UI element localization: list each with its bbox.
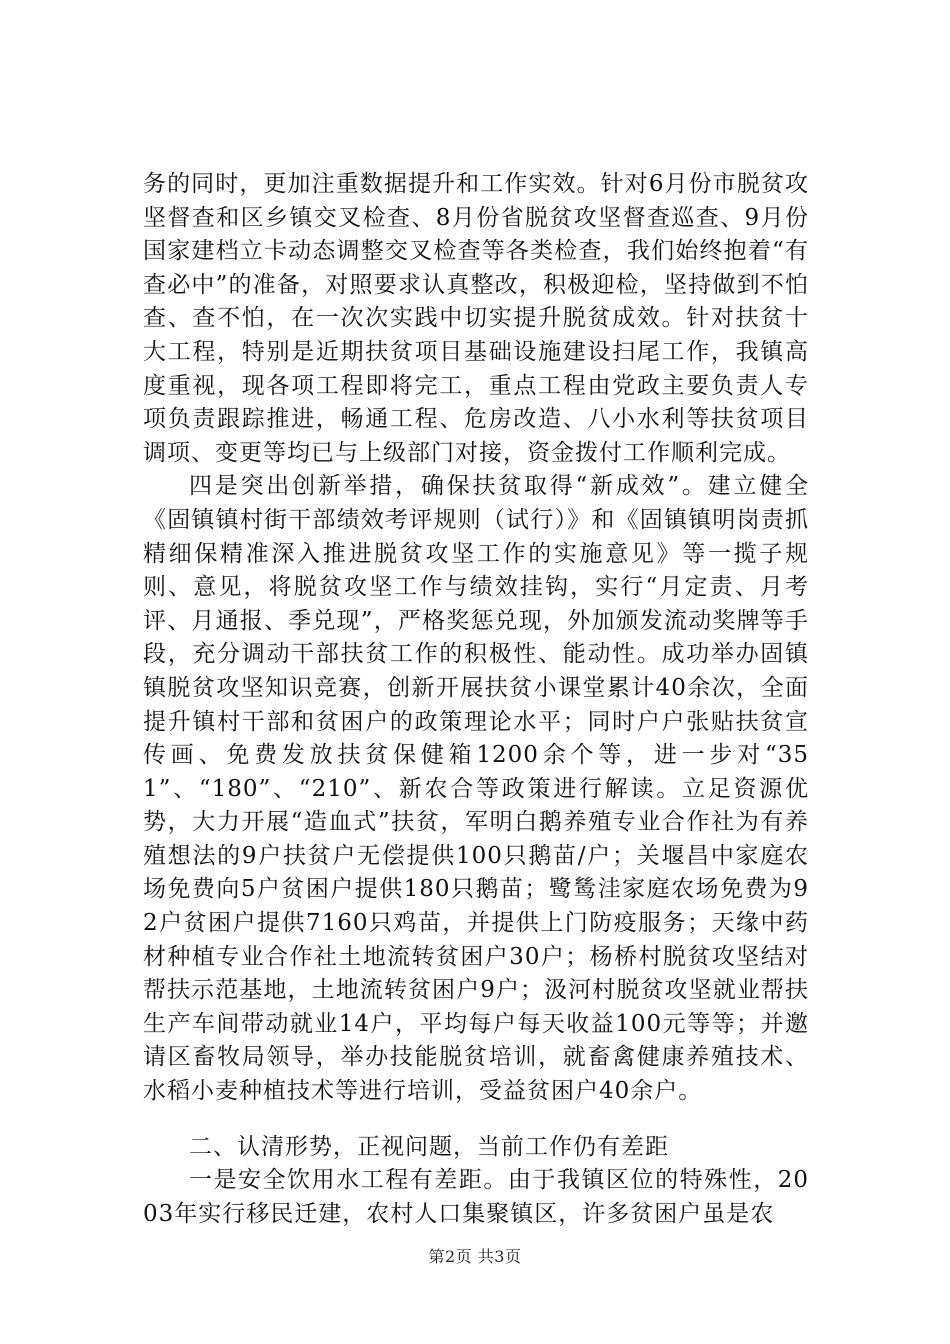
section-heading: 二、认清形势，正视问题，当前工作仍有差距: [189, 1133, 669, 1160]
paragraph-water-project: 一是安全饮用水工程有差距。由于我镇区位的特殊性，2003年实行移民迁建，农村人口集聚镇区，许多贫困户虽是农: [143, 1167, 809, 1227]
document-body: [143, 168, 809, 1231]
section-gap: [143, 1109, 809, 1131]
page-footer: 第2页 共3页: [428, 1247, 522, 1266]
paragraph-continued: 务的同时，更加注重数据提升和工作实效。针对6月份市脱贫攻坚督查和区乡镇交叉检查、8月份省脱贫攻坚督查巡查、9月份国家建档立卡动态调整交叉检查等各类检查，我们始终抱着“有查必中”的准备，对照要求认真整改，积极迎检，坚持做到不怕查、查不怕，在一次次实践中切实提升脱贫成效。针对扶贫十大工程，特别是近期扶贫项目基础设施建设扫尾工作，我镇高度重视，现各项工程即将完工，重点工程由党政主要负责人专项负责跟踪推进，畅通工程、危房改造、八小水利等扶贫项目调项、变更等均已与上级部门对接，资金拨付工作顺利完成。: [143, 171, 809, 466]
paragraph-innovation: 四是突出创新举措，确保扶贫取得“新成效”。建立健全《固镇镇村街干部绩效考评规则（试行）》和《固镇镇明岗责抓精细保精准深入推进脱贫攻坚工作的实施意见》等一揽子规则、意见，将脱贫攻坚工作与绩效挂钩，实行“月定责、月考评、月通报、季兑现”，严格奖惩兑现，外加颁发流动奖牌等手段，充分调动干部扶贫工作的积极性、能动性。成功举办固镇镇脱贫攻坚知识竞赛，创新开展扶贫小课堂累计40余次，全面提升镇村干部和贫困户的政策理论水平；同时户户张贴扶贫宣传画、免费发放扶贫保健箱1200余个等，进一步对“351”、“180”、“210”、新农合等政策进行解读。立足资源优势，大力开展“造血式”扶贫，军明白鹅养殖专业合作社为有养殖想法的9户扶贫户无偿提供100只鹅苗/户；关堰昌中家庭农场免费向5户贫困户提供180只鹅苗；鹭鸶洼家庭农场免费为92户贫困户提供7160只鸡苗，并提供上门防疫服务；天缘中药材种植专业合作社土地流转贫困户30户；杨桥村脱贫攻坚结对帮扶示范基地，土地流转贫困户9户；汲河村脱贫攻坚就业帮扶生产车间带动就业14户，平均每户每天收益100元等等；并邀请区畜牧局领导，举办技能脱贫培训，就畜禽健康养殖技术、水稻小麦种植技术等进行培训，受益贫困户40余户。: [143, 473, 809, 1105]
